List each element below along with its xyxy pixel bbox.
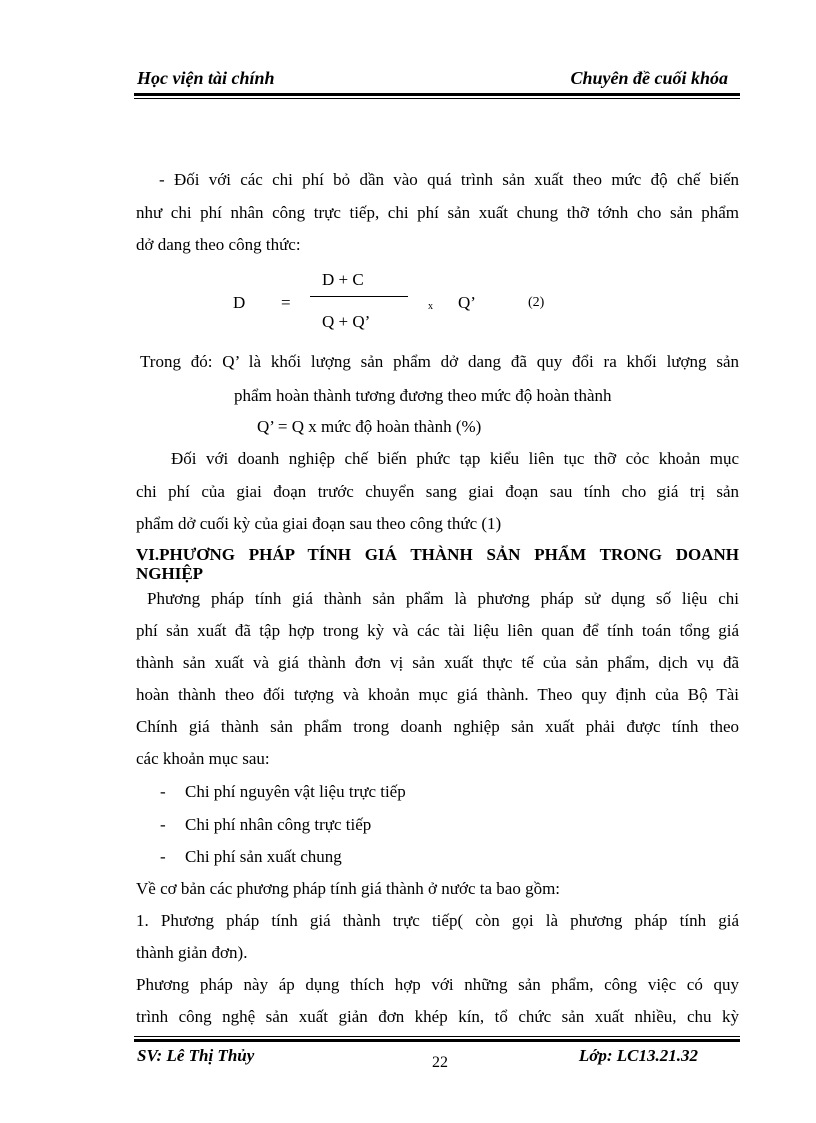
header-left-title: Học viện tài chính bbox=[137, 68, 275, 88]
definition-line1: Trong đó: Q’ là khối lượng sản phẩm dở dang đã quy đổi ra khối lượng sản bbox=[140, 352, 739, 371]
para4-line2: 1. Phương pháp tính giá thành trực tiếp( còn gọi là phương pháp tính giá bbox=[136, 911, 739, 930]
para3-line4: hoàn thành theo đối tượng và khoản mục giá thành. Theo quy định của Bộ Tài bbox=[136, 685, 739, 704]
footer-student-name: SV: Lê Thị Thủy bbox=[137, 1046, 255, 1065]
para3-line6: các khoản mục sau: bbox=[136, 749, 270, 768]
para2-line2: chi phí của giai đoạn trước chuyển sang giai đoạn sau tính cho giá trị sản bbox=[136, 482, 739, 501]
bullet-item: Chi phí sản xuất chung bbox=[185, 847, 342, 866]
section-heading-line2: NGHIỆP bbox=[136, 564, 204, 583]
footer-rule-thick bbox=[134, 1039, 740, 1042]
bullet-dash: - bbox=[160, 815, 166, 834]
para3-line2: phí sản xuất đã tập hợp trong kỳ và các tài liệu liên quan để tính toán tổng giá bbox=[136, 621, 739, 640]
para4-line5: trình công nghệ sản xuất giản đơn khép kín, tổ chức sản xuất nhiều, chu kỳ bbox=[136, 1007, 739, 1026]
footer-rule-thin bbox=[134, 1036, 740, 1037]
para1-line2: như chi phí nhân công trực tiếp, chi phí sản xuất chung thỡ tớnh cho sản phẩm bbox=[136, 203, 739, 222]
page-number: 22 bbox=[432, 1054, 448, 1071]
formula-denominator: Q + Q’ bbox=[322, 312, 371, 331]
para4-line3: thành giản đơn). bbox=[136, 943, 248, 962]
formula-times: x bbox=[428, 301, 433, 312]
definition-line2: phẩm hoàn thành tương đương theo mức độ hoàn thành bbox=[234, 386, 612, 405]
para2-line3: phẩm dở cuối kỳ của giai đoạn sau theo công thức (1) bbox=[136, 514, 502, 533]
bullet-dash: - bbox=[160, 847, 166, 866]
para1-line1: - Đối với các chi phí bỏ dần vào quá trình sản xuất theo mức độ chế biến bbox=[159, 170, 739, 189]
bullet-item: Chi phí nguyên vật liệu trực tiếp bbox=[185, 782, 406, 801]
para3-line3: thành sản xuất và giá thành đơn vị sản xuất thực tế của sản phẩm, dịch vụ đã bbox=[136, 653, 739, 672]
header-right-title: Chuyên đề cuối khóa bbox=[570, 68, 728, 88]
para4-line4: Phương pháp này áp dụng thích hợp với những sản phẩm, công việc có quy bbox=[136, 975, 739, 994]
para1-line3: dở dang theo công thức: bbox=[136, 235, 301, 254]
header-rule-thick bbox=[134, 93, 740, 96]
bullet-item: Chi phí nhân công trực tiếp bbox=[185, 815, 372, 834]
formula-number: (2) bbox=[528, 295, 545, 310]
para3-line1: Phương pháp tính giá thành sản phẩm là phương pháp sử dụng số liệu chi bbox=[147, 589, 739, 608]
para3-line5: Chính giá thành sản phẩm trong doanh nghiệp sản xuất phải được tính theo bbox=[136, 717, 739, 736]
formula-equals: = bbox=[281, 293, 291, 312]
formula-lhs: D bbox=[233, 293, 246, 312]
formula-factor: Q’ bbox=[458, 293, 476, 312]
definition-line3: Q’ = Q x mức độ hoàn thành (%) bbox=[257, 417, 482, 436]
para4-line1: Về cơ bản các phương pháp tính giá thành ở nước ta bao gồm: bbox=[136, 879, 561, 898]
bullet-dash: - bbox=[160, 782, 166, 801]
para2-line1: Đối với doanh nghiệp chế biến phức tạp kiểu liên tục thỡ cỏc khoản mục bbox=[171, 449, 739, 468]
footer-class-code: Lớp: LC13.21.32 bbox=[578, 1046, 698, 1065]
fraction-bar bbox=[310, 296, 408, 297]
section-heading-line1: VI.PHƯƠNG PHÁP TÍNH GIÁ THÀNH SẢN PHẨM TRONG DOANH bbox=[136, 545, 739, 564]
formula-numerator: D + C bbox=[322, 270, 364, 289]
header-rule-thin bbox=[134, 98, 740, 99]
